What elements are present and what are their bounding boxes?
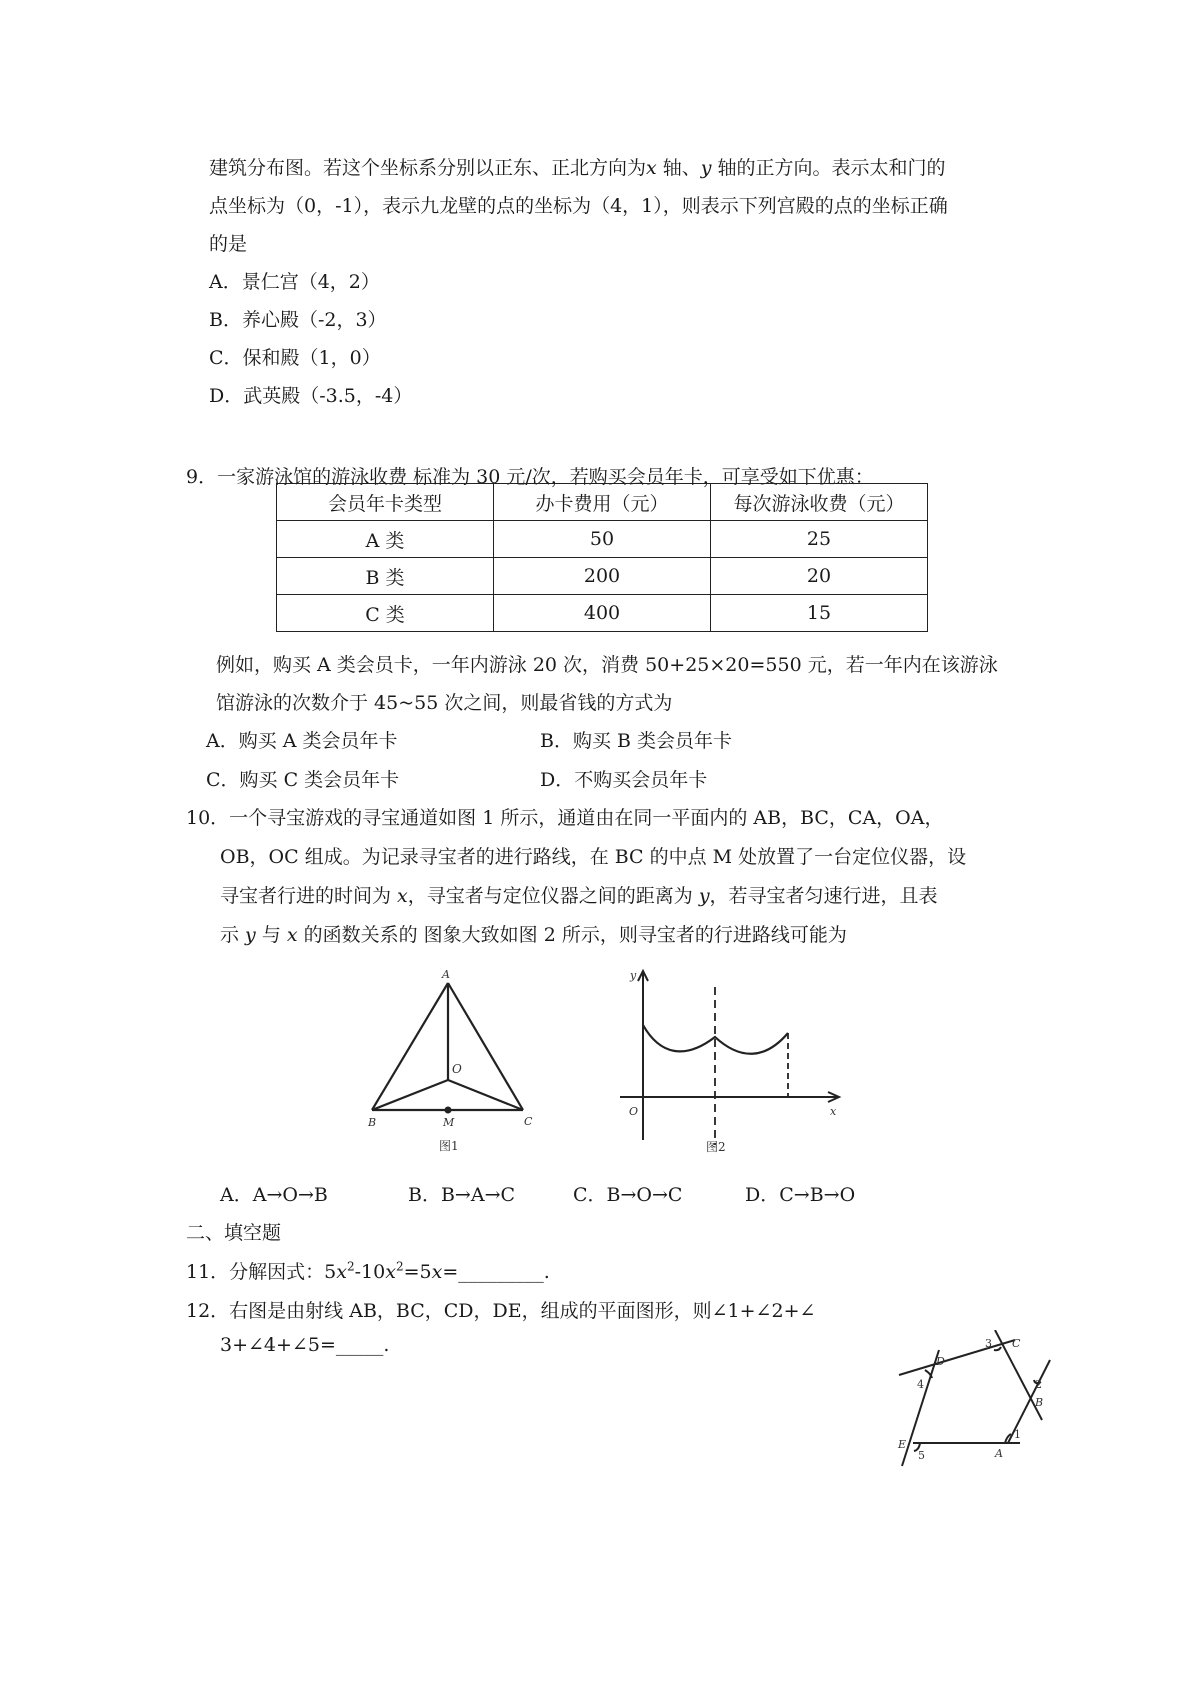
- q10-line4: [220, 920, 847, 947]
- q9-option-b: B．购买 B 类会员年卡: [540, 730, 733, 752]
- q8-option-a: A．景仁宫（4，2）: [209, 271, 380, 293]
- q10-text: 与: [255, 924, 287, 946]
- label-5: 5: [918, 1449, 925, 1462]
- table-row: [277, 558, 928, 595]
- label-a: A: [442, 968, 450, 981]
- q11-text: 11．分解因式：5: [186, 1261, 337, 1283]
- label-origin: O: [629, 1105, 639, 1118]
- q8-line3: 的是: [209, 233, 248, 255]
- var-y: y: [245, 924, 256, 946]
- segment-ab: [372, 983, 448, 1110]
- var-y: y: [698, 885, 710, 907]
- q10-text: ，寻宝者与定位仪器之间的距离为: [407, 885, 699, 907]
- table-cell: 400: [494, 595, 711, 632]
- table-cell: 200: [494, 558, 711, 595]
- q10-option-d: D．C→B→O: [745, 1184, 856, 1206]
- label-c: C: [1012, 1337, 1021, 1350]
- var-x: x: [385, 1261, 396, 1283]
- table-header-cell: 会员年卡类型: [277, 484, 494, 521]
- q9-option-c: C．购买 C 类会员年卡: [206, 769, 400, 791]
- q10-option-c: C．B→O→C: [573, 1184, 683, 1206]
- figure-rays-pentagon: [895, 1330, 1055, 1470]
- label-2: 2: [1035, 1378, 1042, 1391]
- segment-ac: [448, 983, 523, 1110]
- q10-line1: 10．一个寻宝游戏的寻宝通道如图 1 所示，通道由在同一平面内的 AB，BC，CA，OA，: [186, 807, 944, 829]
- label-m: M: [443, 1116, 455, 1129]
- angle-arc-3: [994, 1347, 1001, 1350]
- q10-text: 的函数关系的 图象大致如图 2 所示，则寻宝者的行进路线可能为: [297, 924, 847, 946]
- var-x: x: [397, 885, 408, 907]
- table-header-cell: 每次游泳收费（元）: [711, 484, 928, 521]
- q10-text: ，若寻宝者匀速行进，且表: [709, 885, 938, 907]
- table-row: [277, 521, 928, 558]
- figure-2-graph: [610, 965, 850, 1165]
- table-cell: B 类: [277, 558, 494, 595]
- q10-option-a: A．A→O→B: [220, 1184, 328, 1206]
- var-y: y: [700, 157, 712, 179]
- ray-cd: [899, 1340, 1015, 1375]
- table-row: [277, 595, 928, 632]
- table-cell: 15: [711, 595, 928, 632]
- table-cell: A 类: [277, 521, 494, 558]
- exponent: 2: [346, 1259, 355, 1274]
- q11-line: [186, 1257, 550, 1284]
- label-a: A: [995, 1447, 1003, 1460]
- q12-line2: 3+∠4+∠5=_____.: [220, 1334, 390, 1356]
- segment-oc: [448, 1080, 523, 1110]
- table-cell: C 类: [277, 595, 494, 632]
- label-b: B: [368, 1116, 377, 1129]
- label-x: x: [830, 1105, 837, 1118]
- label-o: O: [452, 1062, 462, 1076]
- q10-line3: [220, 881, 938, 908]
- q8-line1: [209, 153, 946, 180]
- q11-text: -10: [354, 1261, 386, 1283]
- table-cell: 25: [711, 521, 928, 558]
- q8-option-d: D．武英殿（-3.5，-4）: [209, 385, 413, 407]
- q10-text: 示: [220, 924, 246, 946]
- table-cell: 50: [494, 521, 711, 558]
- label-y: y: [630, 969, 637, 982]
- label-b: B: [1035, 1396, 1044, 1409]
- table-cell: 20: [711, 558, 928, 595]
- label-1: 1: [1014, 1428, 1021, 1441]
- q8-text: 轴、: [656, 157, 701, 179]
- segment-ob: [372, 1080, 448, 1110]
- q9-option-d: D．不购买会员年卡: [540, 769, 708, 791]
- var-x: x: [286, 924, 298, 946]
- point-m: [445, 1107, 452, 1114]
- q10-text: 寻宝者行进的时间为: [220, 885, 398, 907]
- q9-stem: 9．一家游泳馆的游泳收费 标准为 30 元/次，若购买会员年卡，可享受如下优惠：: [186, 466, 874, 488]
- var-x: x: [431, 1261, 443, 1283]
- q8-text: 建筑分布图。若这个坐标系分别以正东、正北方向为: [209, 157, 647, 179]
- label-e: E: [898, 1438, 907, 1451]
- label-4: 4: [917, 1378, 924, 1391]
- section-title-fill-in: 二、填空题: [186, 1222, 282, 1244]
- q11-text: =5: [403, 1261, 432, 1283]
- figure-1-caption: 图1: [439, 1139, 459, 1153]
- var-x: x: [336, 1261, 347, 1283]
- q12-line1: 12．右图是由射线 AB，BC，CD，DE，组成的平面图形，则∠1+∠2+∠: [186, 1300, 816, 1322]
- q9-example-line1: 例如，购买 A 类会员卡，一年内游泳 20 次，消费 50+25×20=550 元，若一年内在该游泳: [216, 654, 998, 676]
- q8-option-b: B．养心殿（-2，3）: [209, 309, 387, 331]
- label-d: D: [936, 1355, 945, 1368]
- table-header-row: [277, 484, 928, 521]
- q8-option-c: C．保和殿（1，0）: [209, 347, 381, 369]
- label-c: C: [524, 1115, 533, 1128]
- q10-line2: OB，OC 组成。为记录寻宝者的进行路线，在 BC 的中点 M 处放置了一台定位仪器，设: [220, 846, 967, 868]
- var-x: x: [646, 157, 657, 179]
- q8-text: 轴的正方向。表示太和门的: [711, 157, 946, 179]
- q9-example-line2: 馆游泳的次数介于 45~55 次之间，则最省钱的方式为: [216, 692, 673, 714]
- q9-option-a: A．购买 A 类会员年卡: [206, 730, 398, 752]
- angle-arc-4: [925, 1370, 932, 1378]
- fee-table: [276, 483, 928, 632]
- q11-text: =_________.: [442, 1261, 550, 1283]
- table-header-cell: 办卡费用（元）: [494, 484, 711, 521]
- figure-1-triangle: [355, 965, 545, 1165]
- figure-2-caption: 图2: [706, 1140, 726, 1154]
- q10-option-b: B．B→A→C: [408, 1184, 516, 1206]
- q8-line2: 点坐标为（0，-1），表示九龙壁的点的坐标为（4，1），则表示下列宫殿的点的坐标正确: [209, 195, 948, 217]
- exponent: 2: [395, 1259, 404, 1274]
- label-3: 3: [985, 1337, 992, 1350]
